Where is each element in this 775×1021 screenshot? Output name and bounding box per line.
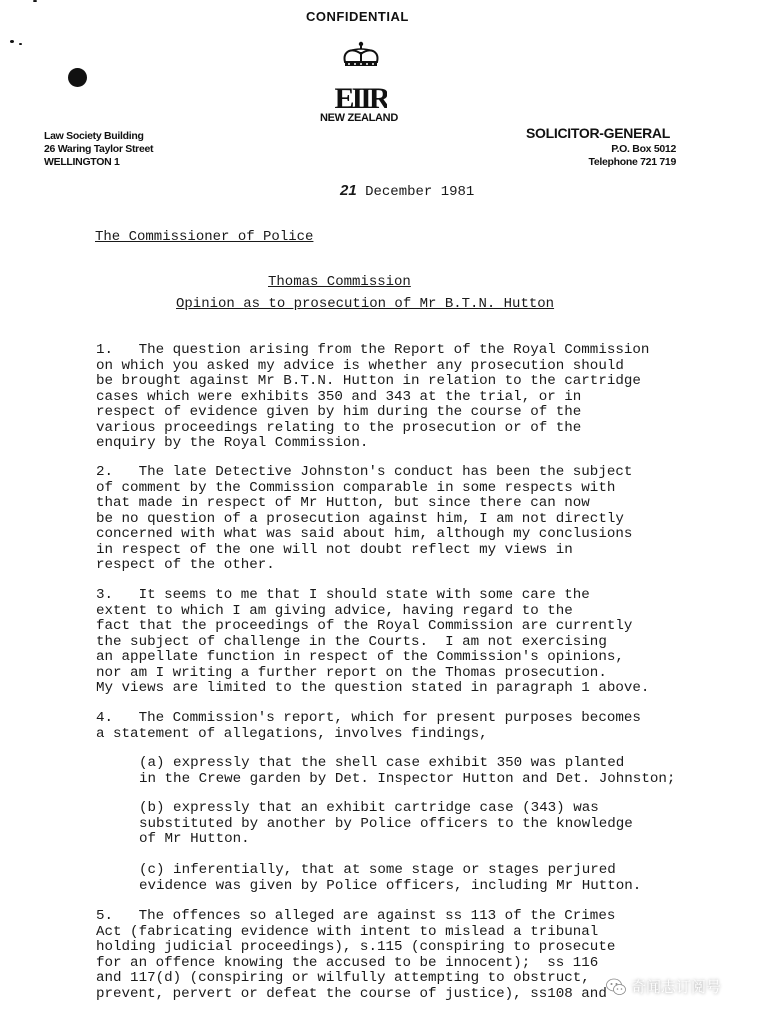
speck-mark	[10, 40, 14, 43]
punch-hole-mark	[68, 68, 87, 87]
right-address-block	[560, 143, 676, 168]
paragraph-2: 2. The late Detective Johnston's conduct has been the subject of comment by the Commission comparable in some respects with that made in respect of Mr Hutton, but since there can now be no question of a prosecution against him, I am not directly concerned with what was said about him, although my conclusions in respect of the one will not doubt reflect my views in respect of the other.	[96, 464, 633, 573]
paragraph-4a: (a) expressly that the shell case exhibit 350 was planted in the Crewe garden by Det. Inspector Hutton and Det. Johnston;	[139, 755, 676, 787]
confidential-stamp: CONFIDENTIAL	[306, 9, 409, 24]
subject-title: Thomas Commission	[268, 274, 411, 290]
paragraph-4b: (b) expressly that an exhibit cartridge case (343) was substituted by another by Police officers to the knowledge of Mr Hutton.	[139, 800, 633, 847]
paragraph-1: 1. The question arising from the Report of the Royal Commission on which you asked my advice is whether any prosecution should be brought against Mr B.T.N. Hutton in relation to the cartridge cases which were exhibits 350 and 343 at the trial, or in respect of evidence given by him during the course of the various proceedings relating to the prosecution or of the enquiry by the Royal Commission.	[96, 342, 650, 451]
crest-country-label: NEW ZEALAND	[320, 112, 398, 124]
date-month-year: December 1981	[356, 184, 475, 200]
paragraph-5: 5. The offences so alleged are against ss 113 of the Crimes Act (fabricating evidence with intent to mislead a tribunal holding judicial proceedings), s.115 (conspiring to prosecute for an offence knowing the accused to be innocent); ss 116 and 117(d) (conspiring or wilfully attempting to obstruct, prevent, pervert or defeat the course of justice), ss108 and	[96, 908, 616, 1002]
speck-mark	[19, 43, 22, 45]
right-address-line: P.O. Box 5012	[611, 143, 676, 155]
paragraph-4c: (c) inferentially, that at some stage or stages perjured evidence was given by Police officers, including Mr Hutton.	[139, 862, 642, 894]
right-address-line: Telephone 721 719	[588, 155, 676, 168]
crown-crest-icon	[335, 40, 387, 116]
paragraph-4: 4. The Commission's report, which for present purposes becomes a statement of allegations, involves findings,	[96, 710, 641, 742]
crest-monogram: EIIR	[335, 82, 387, 115]
watermark-text: 奇闻志订阅号	[631, 978, 722, 996]
paragraph-3: 3. It seems to me that I should state with some care the extent to which I am giving advice, having regard to the fact that the proceedings of the Royal Commission are currently the subject of challenge in the Courts. I am not exercising an appellate function in respect of the Commission's opinions, nor am I writing a further report on the Thomas prosecution. My views are limited to the question stated in paragraph 1 above.	[96, 587, 650, 696]
addressee: The Commissioner of Police	[95, 229, 314, 245]
left-address-line: 26 Waring Taylor Street	[44, 143, 154, 155]
speck-mark	[33, 0, 37, 2]
watermark	[606, 976, 721, 997]
date-day: 21	[340, 182, 357, 199]
left-address-line: WELLINGTON 1	[44, 156, 120, 168]
wechat-icon	[606, 978, 626, 996]
left-address-block	[44, 130, 153, 169]
letter-date	[340, 182, 474, 200]
solicitor-general-title: SOLICITOR-GENERAL	[526, 125, 670, 141]
left-address-line: Law Society Building	[44, 130, 144, 142]
subject-subtitle: Opinion as to prosecution of Mr B.T.N. Hutton	[176, 296, 555, 312]
